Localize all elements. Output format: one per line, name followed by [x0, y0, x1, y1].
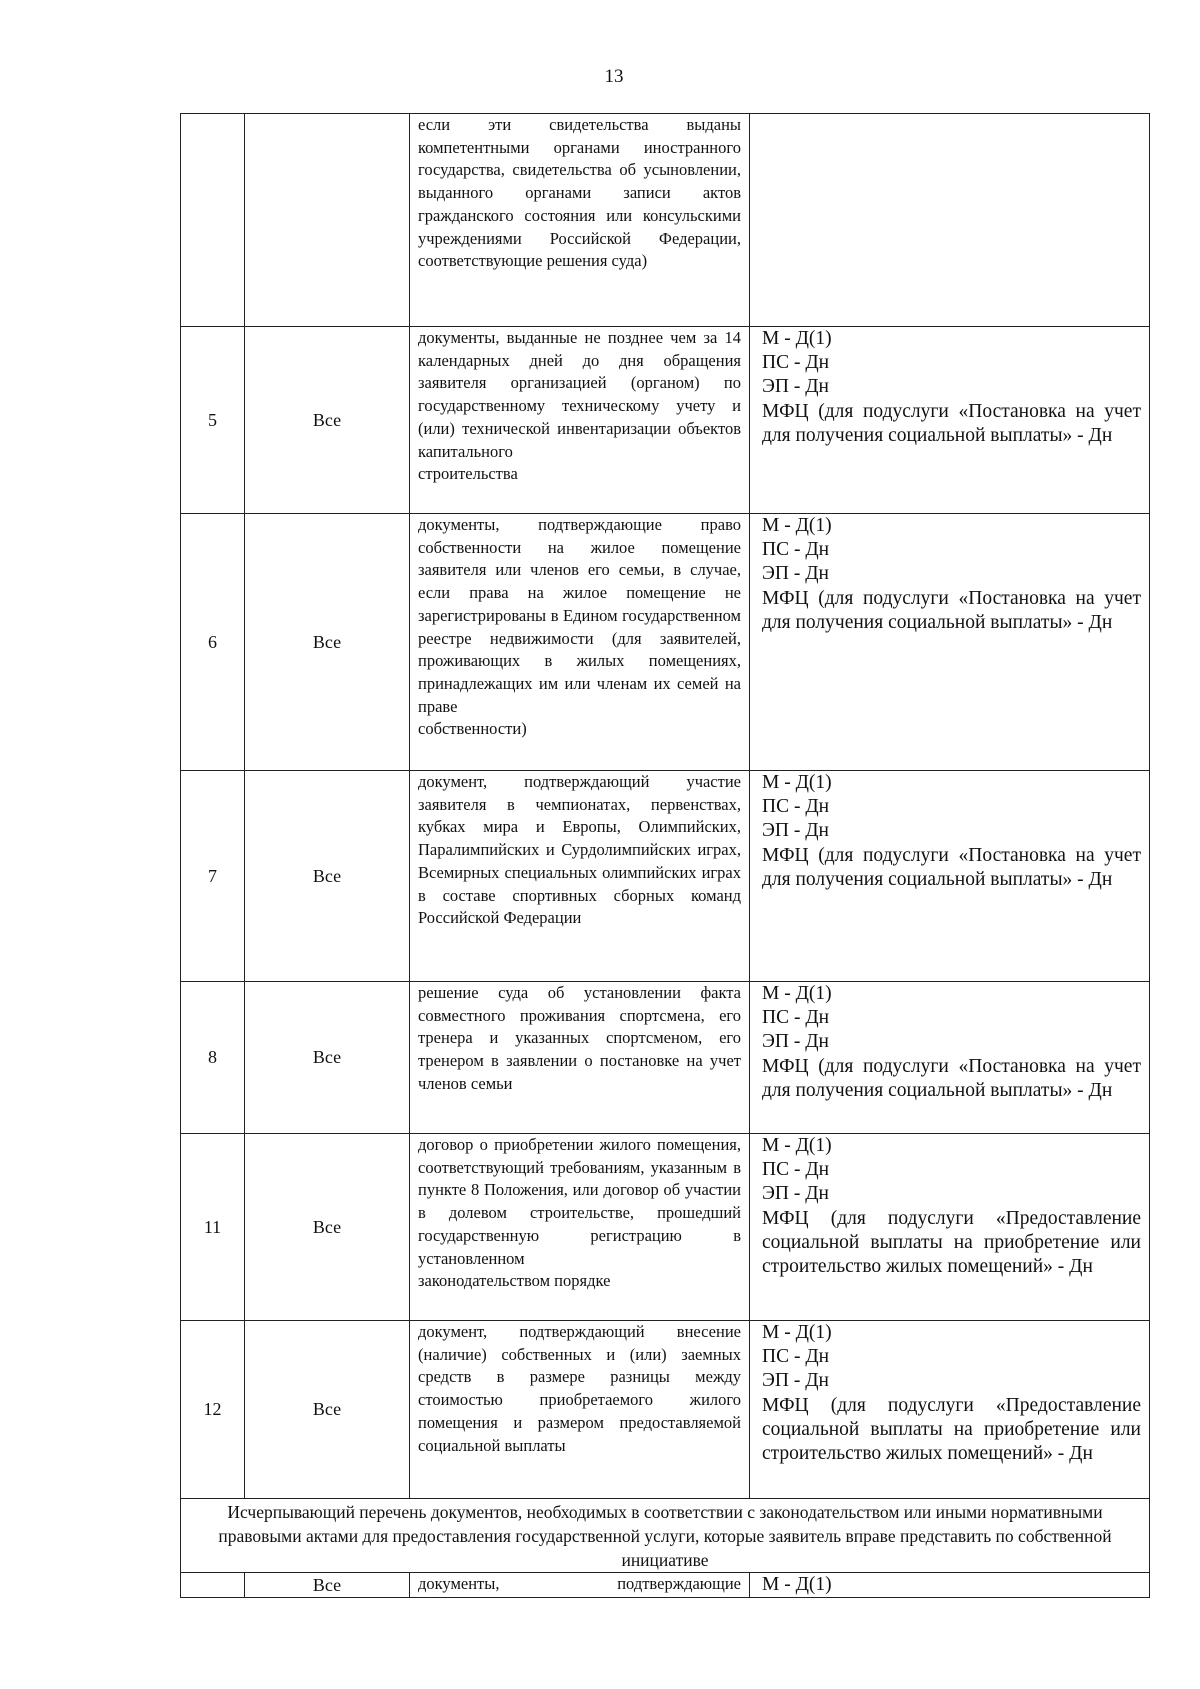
- submission-method: ЭП - Дн: [762, 1183, 829, 1205]
- row-number: 11: [181, 1134, 245, 1321]
- page-number: 13: [604, 66, 624, 87]
- submission-methods: [750, 327, 1150, 514]
- documents-table: [180, 113, 1150, 1598]
- document-text-end: членов семьи: [418, 1073, 513, 1093]
- document-text-end: Российской Федерации: [418, 908, 582, 928]
- document-text-end: собственности): [418, 719, 527, 739]
- table-row: [181, 114, 1150, 327]
- submission-method: ЭП - Дн: [762, 563, 829, 585]
- row-number: 5: [181, 327, 245, 514]
- document-text: документ, подтверждающий участие заявителя в чемпионатах, первенствах, кубках мира и Европы, Олимпийских, Паралимпийских и Сурдолимпийских играх, Всемирных специальных олимпийских играх в составе спортивных сборных команд: [418, 772, 741, 905]
- submission-method: М - Д(1): [762, 328, 832, 349]
- submission-method: ЭП - Дн: [762, 1370, 829, 1392]
- document-description: [410, 1134, 750, 1321]
- section-header: Исчерпывающий перечень документов, необходимых в соответствии с законодательством или иными нормативными правовыми актами для предоставления государственной услуги, которые заявитель вправе представить по собственной инициативе: [181, 1499, 1150, 1573]
- submission-method: М - Д(1): [762, 1135, 832, 1156]
- document-text-end: законодательством порядке: [418, 1271, 611, 1291]
- submission-method: ПС - Дн: [762, 539, 830, 561]
- submission-methods: [750, 771, 1150, 982]
- submission-method: ЭП - Дн: [762, 1031, 829, 1053]
- submission-method: ПС - Дн: [762, 352, 830, 374]
- document-text: документы, выданные не позднее чем за 14 календарных дней до дня обращения заявителя организацией (органом) по государственному техническому учету и (или) технической инвентаризации объектов капитального: [418, 328, 741, 461]
- row-category: Все: [245, 327, 410, 514]
- row-number: [181, 114, 245, 327]
- row-category: Все: [245, 771, 410, 982]
- submission-method: ПС - Дн: [762, 1159, 830, 1181]
- table-row: [181, 327, 1150, 514]
- document-text-end: соответствующие решения суда): [418, 251, 648, 271]
- submission-method: ПС - Дн: [762, 796, 830, 818]
- document-description: документы, подтверждающие: [410, 1573, 750, 1598]
- row-category: Все: [245, 1573, 410, 1598]
- submission-methods: [750, 514, 1150, 771]
- submission-methods: [750, 982, 1150, 1134]
- section-header-row: [181, 1499, 1150, 1573]
- submission-method: ЭП - Дн: [762, 376, 829, 398]
- submission-method: М - Д(1): [762, 1322, 832, 1343]
- row-category: Все: [245, 1134, 410, 1321]
- document-description: [410, 514, 750, 771]
- document-text: договор о приобретении жилого помещения, соответствующий требованиям, указанным в пункте 8 Положения, или договор об участии в долевом строительстве, прошедший государственную регистрацию в установленном: [418, 1135, 741, 1268]
- row-number: 8: [181, 982, 245, 1134]
- table-row: [181, 771, 1150, 982]
- row-category: Все: [245, 514, 410, 771]
- table-row: [181, 514, 1150, 771]
- submission-methods: [750, 1321, 1150, 1499]
- document-text-end: строительства: [418, 464, 518, 484]
- row-category: Все: [245, 982, 410, 1134]
- submission-methods: [750, 114, 1150, 327]
- table-row: [181, 1134, 1150, 1321]
- submission-method: М - Д(1): [762, 515, 832, 536]
- row-category: Все: [245, 1321, 410, 1499]
- document-description: [410, 771, 750, 982]
- mfc-method: МФЦ (для подуслуги «Предоставление социальной выплаты на приобретение или строительство жилых помещений» - Дн: [762, 1207, 1141, 1278]
- row-number: 12: [181, 1321, 245, 1499]
- mfc-method: МФЦ (для подуслуги «Постановка на учет для получения социальной выплаты» - Дн: [762, 400, 1141, 446]
- document-description: [410, 114, 750, 327]
- document-description: [410, 1321, 750, 1499]
- document-text: документ, подтверждающий внесение (наличие) собственных и (или) заемных средств в размере разницы между стоимостью приобретаемого жилого помещения и размером предоставляемой: [418, 1322, 741, 1432]
- submission-method: М - Д(1): [750, 1573, 1150, 1598]
- document-description: [410, 327, 750, 514]
- mfc-method: МФЦ (для подуслуги «Постановка на учет для получения социальной выплаты» - Дн: [762, 844, 1141, 890]
- mfc-method: МФЦ (для подуслуги «Постановка на учет для получения социальной выплаты» - Дн: [762, 1055, 1141, 1101]
- table-row: [181, 1573, 1150, 1598]
- row-number: 6: [181, 514, 245, 771]
- submission-method: М - Д(1): [762, 772, 832, 793]
- table-row: [181, 1321, 1150, 1499]
- document-text: документы, подтверждающие право собственности на жилое помещение заявителя или членов его семьи, в случае, если права на жилое помещение не зарегистрированы в Едином государственном реестре недвижимости (для заявителей, проживающих в жилых помещениях, принадлежащих им или членам их семей на праве: [418, 515, 741, 716]
- submission-methods: [750, 1134, 1150, 1321]
- submission-method: М - Д(1): [762, 983, 832, 1004]
- row-number: 7: [181, 771, 245, 982]
- mfc-method: МФЦ (для подуслуги «Постановка на учет для получения социальной выплаты» - Дн: [762, 587, 1141, 633]
- submission-method: ПС - Дн: [762, 1346, 830, 1368]
- mfc-method: МФЦ (для подуслуги «Предоставление социальной выплаты на приобретение или строительство жилых помещений» - Дн: [762, 1394, 1141, 1465]
- table-row: [181, 982, 1150, 1134]
- document-text: если эти свидетельства выданы компетентными органами иностранного государства, свидетельства об усыновлении, выданного органами записи актов гражданского состояния или консульскими учреждениями Российской Федерации,: [418, 115, 741, 248]
- row-number: [181, 1573, 245, 1598]
- submission-method: ПС - Дн: [762, 1007, 830, 1029]
- submission-method: ЭП - Дн: [762, 820, 829, 842]
- row-category: [245, 114, 410, 327]
- document-text-end: социальной выплаты: [418, 1435, 566, 1455]
- document-description: [410, 982, 750, 1134]
- document-text: решение суда об установлении факта совместного проживания спортсмена, его тренера и указанных спортсменом, его тренером в заявлении о постановке на учет: [418, 983, 741, 1071]
